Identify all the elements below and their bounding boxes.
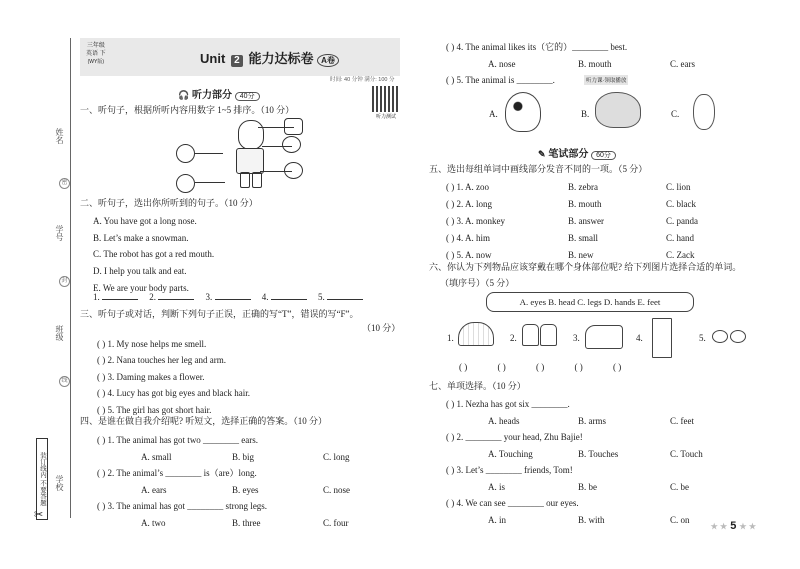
q5-row: ( ) 5. A. now B. new C. Zack: [446, 250, 695, 260]
answer-bracket[interactable]: ( ): [613, 362, 622, 372]
question-stem[interactable]: ( ) 3. The animal has got ________ strong legs.: [97, 501, 268, 511]
question-stem[interactable]: ( ) 2. The animal’s ________ is（are）long.: [97, 468, 257, 478]
glove-icon: [522, 324, 539, 346]
choice-b[interactable]: B.: [581, 109, 590, 119]
question-stem[interactable]: ( ) 2. ________ your head, Zhu Bajie!: [446, 432, 583, 442]
name-label: 姓名: [55, 128, 64, 144]
tf-item[interactable]: ( ) 2. Nana touches her leg and arm.: [97, 355, 226, 366]
listening-heading-text: 听力部分: [192, 90, 232, 101]
star-icon: ★ ★: [739, 522, 756, 531]
boy-head-icon: [238, 120, 264, 150]
binding-strip: [0, 0, 72, 569]
q5-row: ( ) 3. A. monkey B. answer C. panda: [446, 216, 698, 226]
tf-item[interactable]: ( ) 5. The girl has got short hair.: [97, 404, 212, 415]
choice-c[interactable]: C. ears: [670, 58, 695, 69]
unit-number: 2: [231, 55, 243, 67]
elephant-icon: [595, 92, 641, 128]
choice-c[interactable]: C. feet: [670, 415, 694, 426]
question-stem[interactable]: ( ) 5. The animal is ________.: [446, 75, 555, 85]
q1-figure: [170, 118, 320, 193]
binding-warning: 装订线内 不要答题: [36, 438, 48, 520]
question-stem[interactable]: ( ) 4. We can see ________ our eyes.: [446, 498, 579, 508]
choice-a[interactable]: A. ears: [141, 484, 167, 495]
choice-c[interactable]: C. be: [670, 481, 689, 492]
rabbit-icon: [693, 94, 715, 130]
q4-items-left: [97, 432, 397, 531]
q5-title: 五、选出每组单词中画线部分发音不同的一项。（5 分）: [429, 164, 648, 174]
binding-line: [70, 38, 71, 518]
q7-title: 七、单项选择。（10 分）: [429, 381, 526, 391]
shoes-icon: [585, 325, 623, 349]
choice-c[interactable]: C.: [671, 109, 680, 119]
answer-circle[interactable]: [284, 162, 303, 179]
question-stem[interactable]: ( ) 1. Nezha has got six ________.: [446, 399, 570, 409]
subject: 英语 下: [86, 51, 106, 57]
word-bank: A. eyes B. head C. legs D. hands E. feet: [486, 292, 694, 312]
q1-title: 一、听句子，根据所听内容用数字 1~5 排序。（10 分）: [80, 105, 295, 115]
panda-icon: [505, 92, 541, 132]
tf-item[interactable]: ( ) 3. Daming makes a flower.: [97, 371, 205, 382]
option-c: C. The robot has got a red mouth.: [93, 249, 215, 260]
choice-b[interactable]: B. three: [232, 517, 261, 528]
listening-points: 40分: [235, 92, 260, 101]
q6-answer-row: [459, 362, 621, 372]
trousers-icon: [652, 318, 672, 358]
choice-a[interactable]: A. nose: [488, 58, 516, 69]
time-meta: 时间: 40 分钟 满分: 100 分: [330, 77, 395, 83]
q3-points: （10 分）: [362, 323, 401, 333]
unit-word: Unit: [200, 51, 226, 66]
listening-tag: 听力课·领取播放: [584, 75, 628, 85]
answer-circle[interactable]: [176, 144, 195, 163]
q5-row: ( ) 2. A. long B. mouth C. black: [446, 199, 696, 209]
qr-caption: 听力测试: [376, 114, 397, 120]
question-stem[interactable]: ( ) 4. The animal likes its（它的）________ best.: [446, 42, 628, 52]
seal-mark: 密: [59, 178, 70, 189]
option-d: D. I help you talk and eat.: [93, 266, 187, 277]
q5-row: ( ) 4. A. him B. small C. hand: [446, 233, 694, 243]
answer-blank[interactable]: [215, 299, 251, 300]
page-number-text: 5: [730, 520, 737, 532]
q2-answer-line: 1. 2. 3. 4. 5.: [93, 292, 363, 302]
q7-items: [446, 396, 766, 528]
q5-row: ( ) 1. A. zoo B. zebra C. lion: [446, 182, 691, 192]
question-stem[interactable]: ( ) 1. The animal has got two ________ ears.: [97, 435, 259, 445]
writing-heading: [538, 145, 616, 160]
student-number-label: 学号: [55, 225, 64, 241]
choice-c[interactable]: C. four: [323, 517, 349, 528]
pencil-icon: ✎: [538, 149, 546, 159]
grade: 三年级: [86, 43, 105, 49]
choice-c[interactable]: C. on: [670, 514, 690, 525]
tf-item[interactable]: ( ) 1. My nose helps me smell.: [97, 339, 207, 349]
choice-c[interactable]: C. long: [323, 451, 350, 462]
choice-a[interactable]: A. small: [141, 451, 172, 462]
choice-c[interactable]: C. Touch: [670, 448, 703, 459]
choice-b[interactable]: B. Touches: [578, 448, 619, 459]
choice-c[interactable]: C. nose: [323, 484, 350, 495]
listening-heading: [178, 86, 260, 101]
school-label: 学校: [55, 475, 64, 491]
question-stem[interactable]: ( ) 3. Let’s ________ friends, Tom!: [446, 465, 573, 475]
choice-a[interactable]: A. in: [488, 514, 506, 525]
answer-bracket[interactable]: ( ): [497, 362, 506, 372]
writing-heading-text: 笔试部分: [548, 149, 589, 160]
choice-a[interactable]: A. Touching: [488, 448, 533, 459]
choice-a[interactable]: A.: [489, 109, 498, 119]
choice-b[interactable]: B. big: [232, 451, 255, 462]
answer-bracket[interactable]: ( ): [574, 362, 583, 372]
choice-b[interactable]: B. with: [578, 514, 605, 525]
choice-b[interactable]: B. mouth: [578, 58, 612, 69]
qr-code-icon: [372, 86, 398, 112]
option-e: E. We are your body parts.: [93, 282, 189, 293]
answer-box[interactable]: [284, 118, 303, 135]
choice-b[interactable]: B. arms: [578, 415, 606, 426]
edition: (WY版): [87, 59, 105, 65]
glasses-icon: [712, 330, 728, 343]
star-icon: ★ ★: [710, 522, 728, 531]
cap-icon: [458, 322, 494, 346]
page-title: [200, 48, 339, 67]
answer-bracket[interactable]: ( ): [459, 362, 468, 372]
q6-subtitle: （填序号）（5 分）: [440, 278, 515, 288]
tf-item[interactable]: ( ) 4. Lucy has got big eyes and black hair.: [97, 388, 250, 399]
answer-circle[interactable]: [282, 136, 301, 153]
q6-title: 六、你认为下列物品应该穿戴在哪个身体部位呢? 给下列图片选择合适的单词。: [429, 262, 742, 272]
option-b: B. Let’s make a snowman.: [93, 232, 189, 243]
answer-bracket[interactable]: ( ): [536, 362, 545, 372]
q4-title: 四、是谁在做自我介绍呢? 听短文，选择正确的答案。（10 分）: [80, 416, 327, 426]
glove-icon: [540, 324, 557, 346]
choice-a[interactable]: A. heads: [488, 415, 520, 426]
choice-b[interactable]: B. eyes: [232, 484, 259, 495]
volume-badge: A卷: [317, 54, 339, 67]
answer-circle[interactable]: [176, 174, 195, 193]
writing-points: 60分: [591, 151, 616, 160]
choice-a[interactable]: A. is: [488, 481, 506, 492]
header-banner: [80, 38, 400, 76]
q5-rows: [446, 179, 766, 264]
q3-items: [97, 336, 250, 418]
title-text: 能力达标卷: [248, 51, 314, 66]
seal-mark: 线: [59, 376, 70, 387]
grade-info: [86, 42, 106, 66]
page-number: [711, 520, 756, 532]
scissors-icon: ✂: [34, 509, 44, 521]
choice-b[interactable]: B. be: [578, 481, 597, 492]
q2-title: 二、听句子，选出你所听到的句子。（10 分）: [80, 198, 258, 208]
answer-blank[interactable]: [102, 299, 138, 300]
q2-options: [93, 213, 214, 297]
class-label: 班级: [55, 325, 64, 341]
seal-mark: 封: [59, 276, 70, 287]
option-a: A. You have got a long nose.: [93, 216, 197, 226]
q3-title: 三、听句子或对话，判断下列句子正误，正确的写“T”，错误的写“F”。: [80, 309, 359, 319]
choice-a[interactable]: A. two: [141, 517, 166, 528]
answer-blank[interactable]: [271, 299, 307, 300]
answer-blank[interactable]: [158, 299, 194, 300]
answer-blank[interactable]: [327, 299, 363, 300]
headphones-icon: 🎧: [178, 90, 190, 100]
